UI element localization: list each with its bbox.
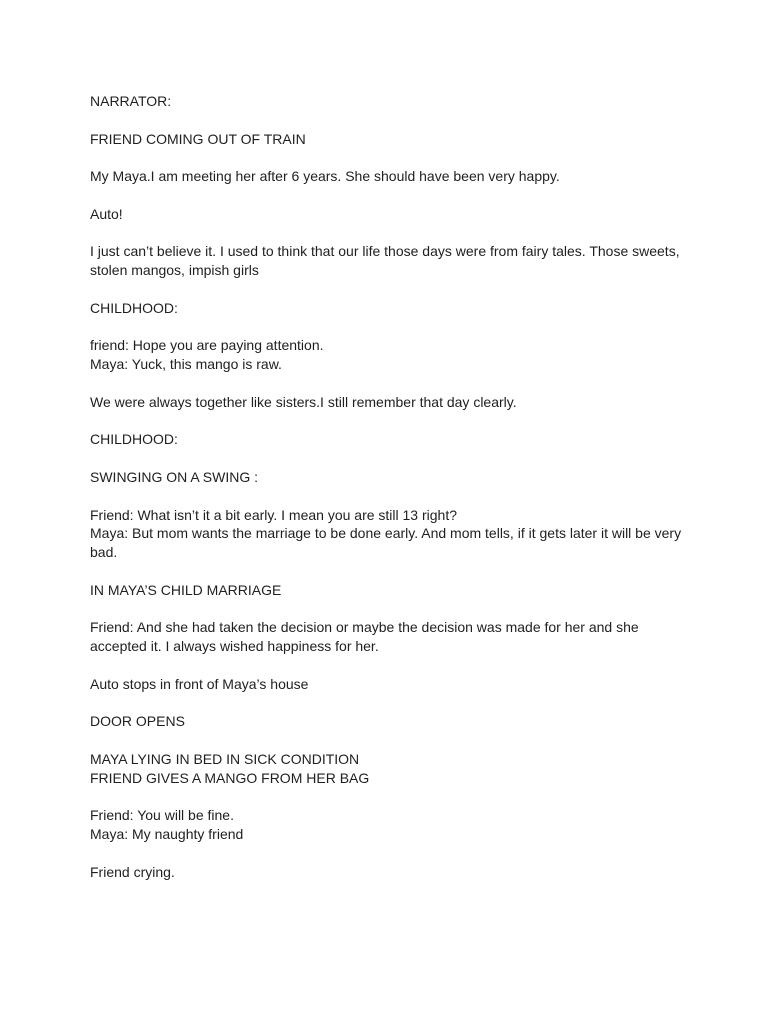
text-line: We were always together like sisters.I still remember that day clearly.	[90, 393, 517, 410]
text-line: DOOR OPENS	[90, 713, 185, 730]
paragraph-scene-child-marriage	[90, 581, 690, 600]
text-line: Friend: And she had taken the decision or maybe the decision was made for her and she accepted it. I always wished happiness for her.	[90, 619, 639, 655]
paragraph-memories	[90, 242, 690, 280]
paragraph-decision	[90, 618, 690, 656]
text-line: IN MAYA’S CHILD MARRIAGE	[90, 581, 282, 598]
text-line: I just can’t believe it. I used to think that our life those days were from fairy tales. Those sweets, stolen mangos, impish girls	[90, 243, 680, 279]
text-line: Friend: What isn’t it a bit early. I mean you are still 13 right?	[90, 506, 458, 523]
text-line: Maya: Yuck, this mango is raw.	[90, 356, 282, 373]
paragraph-narrator-heading	[90, 92, 690, 111]
paragraph-childhood-heading	[90, 299, 690, 318]
text-line: Friend: You will be fine.	[90, 807, 234, 824]
text-line: SWINGING ON A SWING :	[90, 468, 259, 485]
text-line: Maya: But mom wants the marriage to be done early. And mom tells, if it gets later it will be very bad.	[90, 525, 682, 561]
text-line: CHILDHOOD:	[90, 431, 178, 448]
paragraph-sisters	[90, 393, 690, 412]
paragraph-door-opens	[90, 712, 690, 731]
document-page	[90, 92, 690, 900]
text-line: MAYA LYING IN BED IN SICK CONDITION	[90, 750, 360, 767]
paragraph-crying	[90, 863, 690, 882]
text-line: friend: Hope you are paying attention.	[90, 337, 324, 354]
text-line: NARRATOR:	[90, 93, 172, 109]
text-line: FRIEND GIVES A MANGO FROM HER BAG	[90, 769, 370, 786]
paragraph-scene-train	[90, 130, 690, 149]
paragraph-childhood-heading-2	[90, 430, 690, 449]
paragraph-meeting	[90, 167, 690, 186]
paragraph-dialogue-marriage	[90, 506, 690, 562]
text-line: My Maya.I am meeting her after 6 years. She should have been very happy.	[90, 168, 560, 185]
text-line: Auto!	[90, 205, 123, 222]
paragraph-scene-sick	[90, 750, 690, 788]
text-line: Friend crying.	[90, 863, 175, 880]
paragraph-auto-stops	[90, 675, 690, 694]
paragraph-auto	[90, 205, 690, 224]
text-line: Auto stops in front of Maya’s house	[90, 675, 309, 692]
text-line: CHILDHOOD:	[90, 299, 178, 316]
paragraph-scene-swing	[90, 468, 690, 487]
paragraph-dialogue-mango	[90, 336, 690, 374]
text-line: Maya: My naughty friend	[90, 826, 244, 843]
text-line: FRIEND COMING OUT OF TRAIN	[90, 130, 306, 147]
paragraph-dialogue-fine	[90, 806, 690, 844]
